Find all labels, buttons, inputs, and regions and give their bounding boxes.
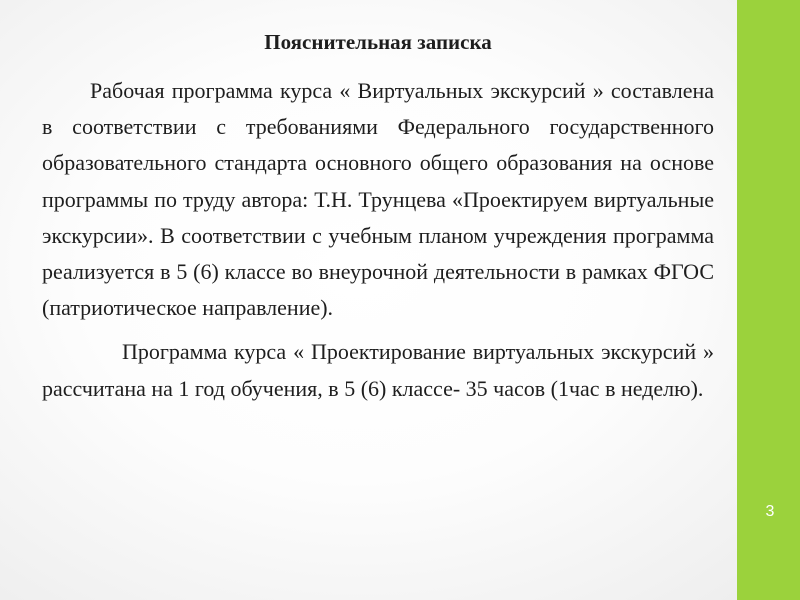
- slide-body: [42, 28, 714, 407]
- paragraph-1: Рабочая программа курса « Виртуальных экскурсий » составлена в соответствии с требованиями Федерального государственного образовательного стандарта основного общего образования на основе программы по труду автора: Т.Н. Трунцева «Проектируем виртуальные экскурсии». В соответствии с учебным планом учреждения программа реализуется в 5 (6) классе во внеурочной деятельности в рамках ФГОС (патриотическое направление).: [42, 78, 714, 321]
- page-title: Пояснительная записка: [264, 30, 492, 54]
- page-number: 3: [765, 503, 775, 520]
- paragraph-2: Программа курса « Проектирование виртуальных экскурсий » рассчитана на 1 год обучения, в 5 (6) классе- 35 часов (1час в неделю).: [42, 339, 714, 401]
